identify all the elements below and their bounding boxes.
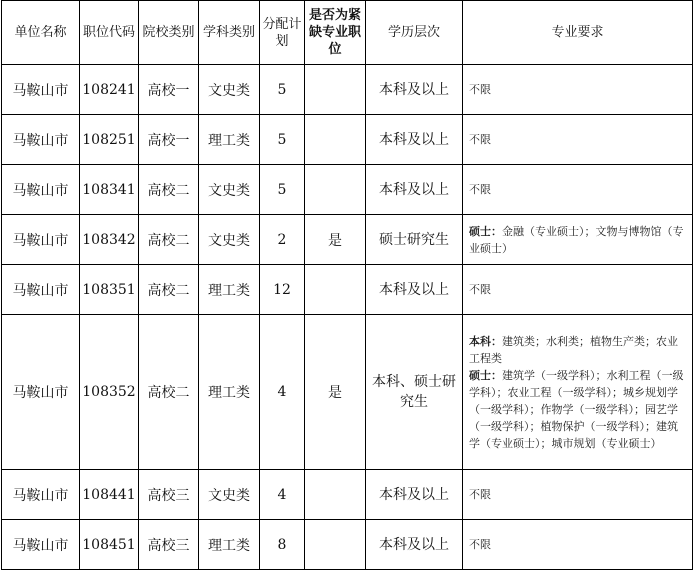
cell-plan: 4 — [260, 315, 305, 470]
cell-requirement: 不限 — [463, 65, 693, 115]
header-row — [2, 1, 693, 65]
req-master-text: 建筑学（一级学科）；水利工程（一级学科）；农业工程（一级学科）；城乡规划学（一级学科）；作物学（一级学科）；园艺学（一级学科）；植物保护（一级学科）；建筑学（专业硕士）；城市规划（专业硕士） — [469, 368, 684, 450]
position-table — [1, 0, 693, 570]
req-bachelor-label: 本科： — [469, 334, 502, 348]
cell-requirement: 不限 — [463, 265, 693, 315]
cell-scarce — [305, 265, 366, 315]
req-bachelor-text: 建筑类；水利类；植物生产类；农业工程类 — [469, 334, 678, 365]
cell-unit: 马鞍山市 — [2, 215, 80, 265]
cell-plan: 5 — [260, 165, 305, 215]
cell-school: 高校三 — [139, 520, 199, 570]
cell-unit: 马鞍山市 — [2, 65, 80, 115]
cell-subject: 文史类 — [199, 470, 260, 520]
header-education: 学历层次 — [366, 1, 463, 65]
table-row — [2, 315, 693, 470]
table-row — [2, 115, 693, 165]
cell-unit: 马鞍山市 — [2, 115, 80, 165]
cell-requirement — [463, 215, 693, 265]
cell-subject: 文史类 — [199, 165, 260, 215]
cell-unit: 马鞍山市 — [2, 165, 80, 215]
table-row — [2, 65, 693, 115]
cell-unit: 马鞍山市 — [2, 520, 80, 570]
header-school: 院校类别 — [139, 1, 199, 65]
cell-scarce — [305, 65, 366, 115]
cell-plan: 8 — [260, 520, 305, 570]
cell-subject: 理工类 — [199, 115, 260, 165]
cell-code: 108352 — [80, 315, 139, 470]
cell-plan: 12 — [260, 265, 305, 315]
table-row — [2, 520, 693, 570]
cell-scarce: 是 — [305, 215, 366, 265]
cell-education: 本科及以上 — [366, 65, 463, 115]
table-row — [2, 165, 693, 215]
cell-code: 108351 — [80, 265, 139, 315]
header-scarce: 是否为紧缺专业职位 — [305, 1, 366, 65]
cell-education: 本科及以上 — [366, 165, 463, 215]
cell-plan: 5 — [260, 65, 305, 115]
cell-code: 108251 — [80, 115, 139, 165]
cell-school: 高校三 — [139, 470, 199, 520]
cell-scarce: 是 — [305, 315, 366, 470]
header-subject: 学科类别 — [199, 1, 260, 65]
cell-subject: 理工类 — [199, 315, 260, 470]
cell-plan: 5 — [260, 115, 305, 165]
cell-education: 本科及以上 — [366, 470, 463, 520]
cell-education: 硕士研究生 — [366, 215, 463, 265]
cell-school: 高校二 — [139, 165, 199, 215]
cell-code: 108342 — [80, 215, 139, 265]
cell-plan: 2 — [260, 215, 305, 265]
cell-unit: 马鞍山市 — [2, 265, 80, 315]
cell-code: 108341 — [80, 165, 139, 215]
table-row — [2, 470, 693, 520]
cell-scarce — [305, 470, 366, 520]
cell-subject: 理工类 — [199, 520, 260, 570]
cell-subject: 理工类 — [199, 265, 260, 315]
header-requirement: 专业要求 — [463, 1, 693, 65]
header-unit: 单位名称 — [2, 1, 80, 65]
cell-code: 108241 — [80, 65, 139, 115]
cell-education: 本科及以上 — [366, 520, 463, 570]
cell-scarce — [305, 520, 366, 570]
cell-requirement: 不限 — [463, 520, 693, 570]
cell-school: 高校二 — [139, 315, 199, 470]
cell-education: 本科、硕士研究生 — [366, 315, 463, 470]
cell-scarce — [305, 165, 366, 215]
cell-plan: 4 — [260, 470, 305, 520]
cell-unit: 马鞍山市 — [2, 315, 80, 470]
cell-code: 108451 — [80, 520, 139, 570]
req-master-text: 金融（专业硕士）；文物与博物馆（专业硕士） — [469, 224, 684, 255]
cell-requirement — [463, 315, 693, 470]
cell-subject: 文史类 — [199, 65, 260, 115]
cell-subject: 文史类 — [199, 215, 260, 265]
header-plan: 分配计划 — [260, 1, 305, 65]
req-master-label: 硕士： — [469, 368, 502, 382]
table-row — [2, 265, 693, 315]
cell-code: 108441 — [80, 470, 139, 520]
cell-education: 本科及以上 — [366, 115, 463, 165]
cell-requirement: 不限 — [463, 165, 693, 215]
table-row — [2, 215, 693, 265]
req-master-label: 硕士： — [469, 224, 502, 238]
cell-school: 高校一 — [139, 65, 199, 115]
cell-requirement: 不限 — [463, 470, 693, 520]
cell-education: 本科及以上 — [366, 265, 463, 315]
cell-school: 高校一 — [139, 115, 199, 165]
cell-school: 高校二 — [139, 215, 199, 265]
cell-scarce — [305, 115, 366, 165]
cell-school: 高校二 — [139, 265, 199, 315]
header-code: 职位代码 — [80, 1, 139, 65]
cell-requirement: 不限 — [463, 115, 693, 165]
cell-unit: 马鞍山市 — [2, 470, 80, 520]
